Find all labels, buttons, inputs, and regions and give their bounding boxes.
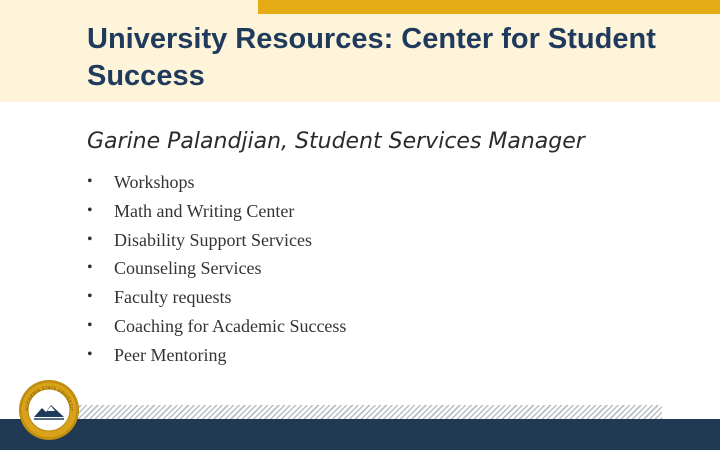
footer-bar — [0, 419, 720, 450]
list-item — [87, 254, 346, 283]
bullet-icon: • — [87, 259, 93, 277]
bullet-icon: • — [87, 288, 93, 306]
list-item — [87, 168, 346, 197]
list-item-label: Workshops — [114, 172, 195, 192]
presenter-subtitle: Garine Palandjian, Student Services Manager — [87, 129, 585, 154]
footer-gap — [662, 405, 720, 419]
university-seal-icon — [20, 381, 78, 439]
bullet-icon: • — [87, 345, 93, 363]
list-item-label: Faculty requests — [114, 287, 232, 308]
list-item — [87, 312, 346, 341]
bullet-icon: • — [87, 173, 93, 190]
list-item — [87, 226, 346, 255]
resource-list — [87, 168, 346, 370]
list-item — [87, 197, 346, 226]
list-item-label: Peer Mentoring — [114, 344, 227, 365]
list-item — [87, 283, 346, 312]
seal-text: ALIFORNIA STATE UNIVERSIT — [23, 384, 75, 412]
bullet-icon: • — [87, 230, 93, 248]
bullet-icon: • — [87, 316, 93, 334]
list-item-label: Coaching for Academic Success — [114, 315, 347, 336]
list-item — [87, 341, 346, 370]
list-item-label: Disability Support Services — [114, 229, 312, 250]
top-accent-bar — [258, 0, 720, 14]
list-item-label: Counseling Services — [114, 258, 262, 279]
hatched-divider — [70, 405, 662, 419]
bullet-icon: • — [87, 201, 93, 219]
slide-title: University Resources: Center for Student Success — [87, 23, 656, 92]
list-item-label: Math and Writing Center — [114, 200, 295, 221]
